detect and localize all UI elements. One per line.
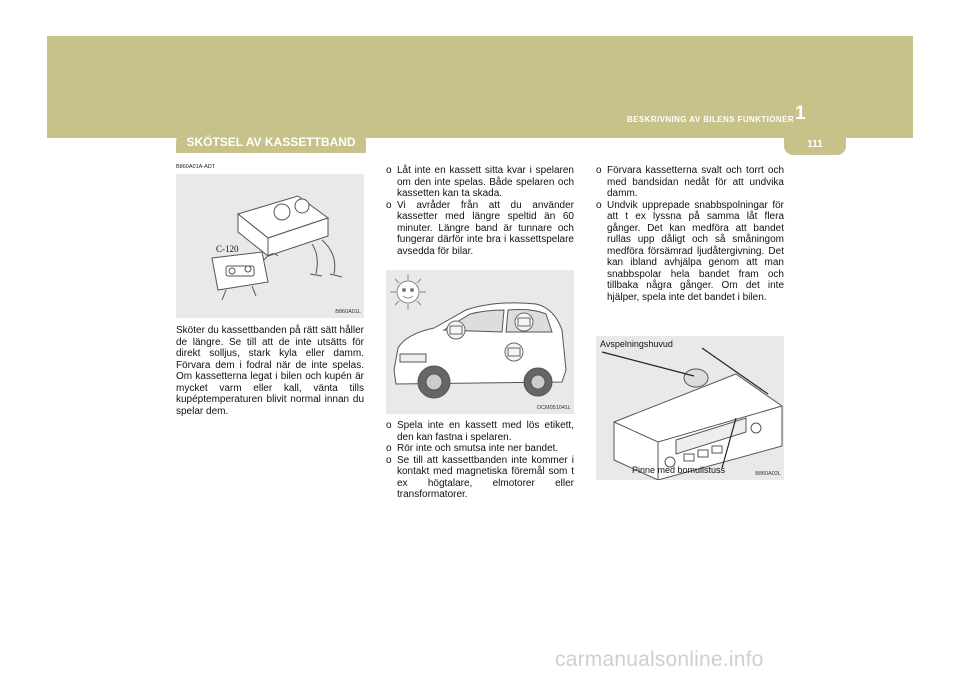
cotton-swab-label: Pinne med bomullstuss xyxy=(632,465,726,475)
cassette-figure-code: B860A01L xyxy=(335,309,361,315)
list-item-text: Låt inte en kassett sitta kvar i spelaren om den inte spelas. Både spelaren och kassetten kan ta skada. xyxy=(397,165,574,199)
list-item xyxy=(596,165,784,200)
list-item xyxy=(386,200,574,258)
page-number: 111 xyxy=(807,139,823,150)
cassette-label: C-120 xyxy=(216,244,239,254)
tape-deck-figure-code: B860A02L xyxy=(755,471,781,477)
car-figure-code: OCM051041L xyxy=(536,405,571,411)
bullet-list-bottom xyxy=(386,420,574,501)
watermark: carmanualsonline.info xyxy=(555,648,764,671)
list-item-text: Förvara kassetterna svalt och torrt och med bandsidan nedåt för att undvika damm. xyxy=(607,165,784,199)
list-item xyxy=(386,165,574,200)
bullet-list-top xyxy=(386,165,574,257)
bullet-list-right xyxy=(596,165,784,303)
list-item xyxy=(386,420,574,443)
car-figure xyxy=(386,270,574,414)
section-title: SKÖTSEL AV KASSETTBAND xyxy=(186,135,356,149)
tape-deck-illustration xyxy=(596,336,784,480)
section-title-tab xyxy=(176,131,366,153)
chapter-number: 1 xyxy=(795,103,806,124)
section-code: B860A01A-ADT xyxy=(176,164,216,170)
list-item-text: Spela inte en kassett med lös etikett, den kan fastna i spelaren. xyxy=(397,420,574,443)
bullet-marker: o xyxy=(386,165,392,176)
playback-head-label: Avspelningshuvud xyxy=(600,339,673,349)
chapter-title: BESKRIVNING AV BILENS FUNKTIONER xyxy=(626,115,794,124)
list-item xyxy=(386,455,574,501)
intro-paragraph: Sköter du kassettbanden på rätt sätt håller de längre. Se till att de inte utsätts för direkt solljus, stark kyla eller damm. Förvara dem i fodral när de inte spelas. Om kassetterna legat i bilen och kupén är mycket varm eller kall, vänta tills kupéptemperaturen blivit normal innan du spelar dem. xyxy=(176,325,364,417)
sun-icon xyxy=(390,274,426,310)
list-item-text: Se till att kassettbanden inte kommer i kontakt med magnetiska föremål som t ex högtalare, elmotorer eller transformatorer. xyxy=(397,454,574,500)
cassette-figure xyxy=(176,174,364,318)
page-number-tab xyxy=(784,137,846,155)
list-item xyxy=(596,200,784,304)
bullet-marker: o xyxy=(386,199,392,211)
car-illustration xyxy=(386,270,574,414)
tape-deck-figure xyxy=(596,336,784,480)
bullet-marker: o xyxy=(596,165,602,176)
list-item-text: Vi avråder från att du använder kassetter med längre speltid än 60 minuter. Längre band är tunnare och fungerar därför inte bra i kassettspelare avsedda för bilar. xyxy=(397,199,574,257)
list-item-text: Rör inte och smutsa inte ner bandet. xyxy=(397,443,559,454)
bullet-marker: o xyxy=(386,454,392,466)
list-item xyxy=(386,443,574,455)
list-item-text: Undvik upprepade snabbspolningar för att t ex lyssna på samma låt flera gånger. Det kan medföra att bandet rullas upp dåligt och så småningom medföra försämrad ljudåtergivning. Det kan ibland avhjälpa genom att man snabbspolar hela bandet fram och tillbaka några gånger. Om det inte hjälper, spela inte det bandet i bilen. xyxy=(607,199,784,303)
cassette-illustration xyxy=(176,174,364,318)
bullet-marker: o xyxy=(386,443,392,454)
bullet-marker: o xyxy=(386,420,392,431)
bullet-marker: o xyxy=(596,199,602,211)
